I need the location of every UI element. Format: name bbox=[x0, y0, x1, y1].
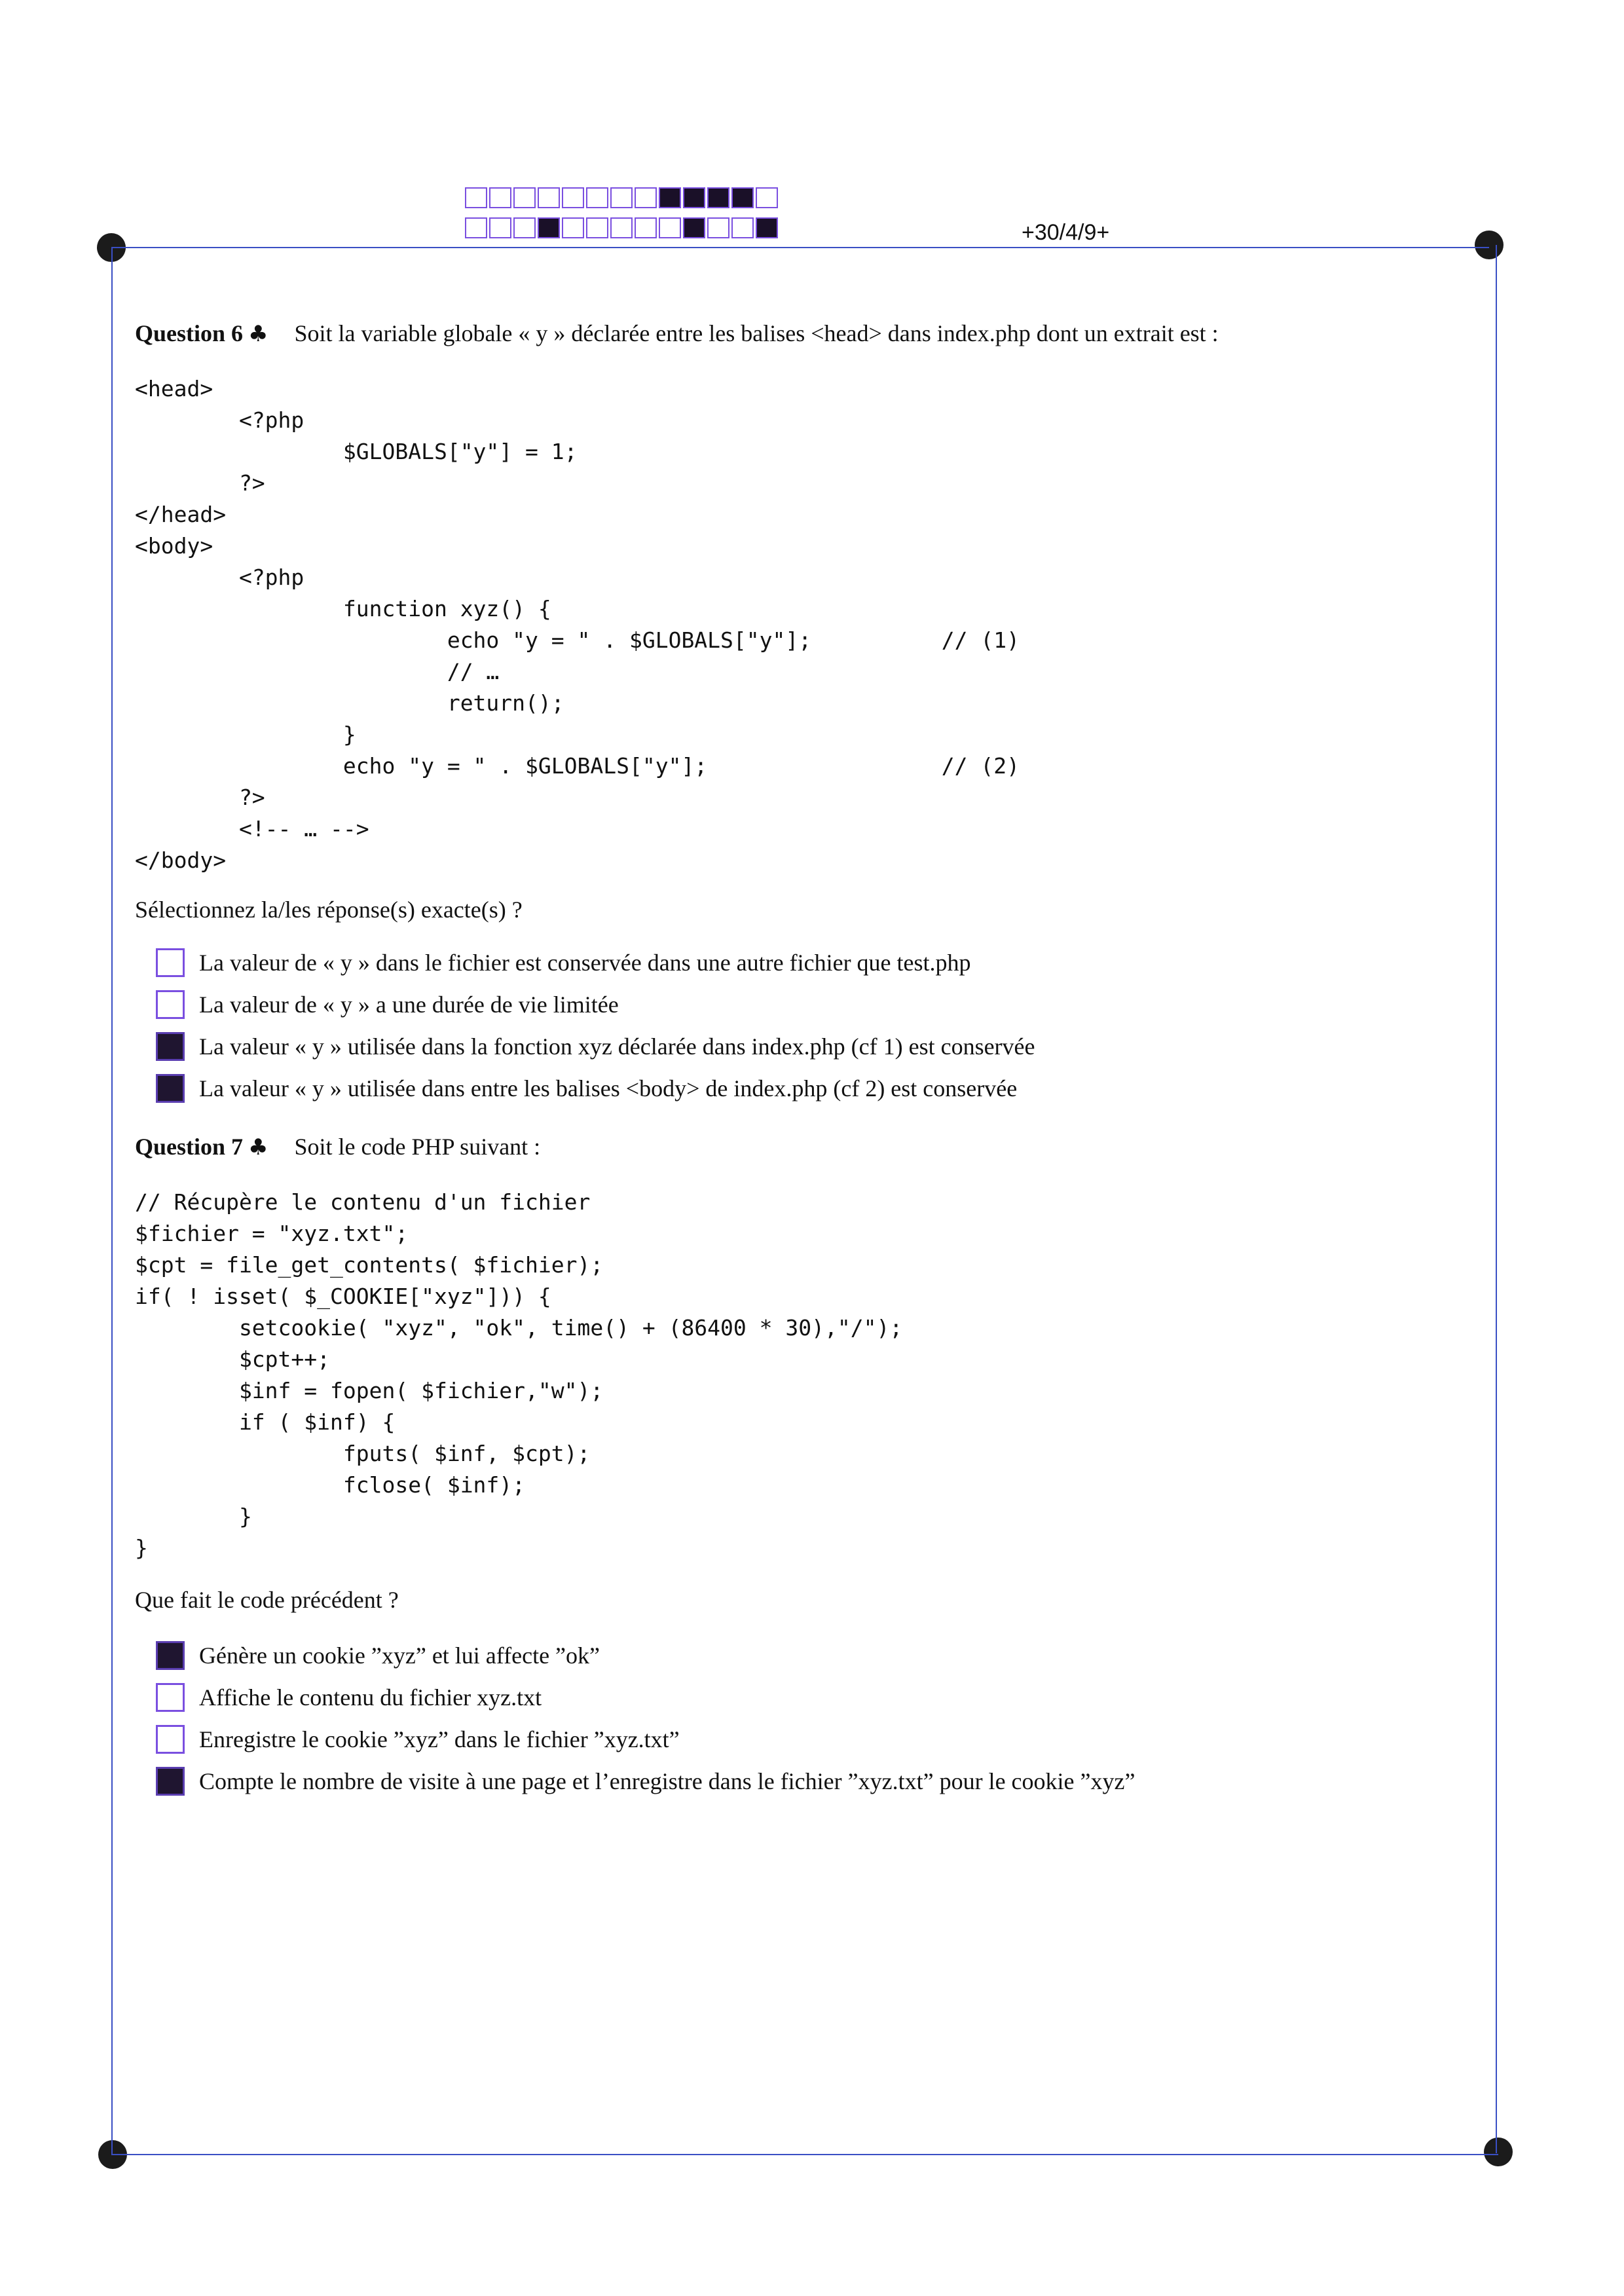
answer-option[interactable] bbox=[156, 1067, 1035, 1109]
answer-label: La valeur de « y » a une durée de vie limitée bbox=[199, 991, 619, 1018]
id-grid-cell bbox=[489, 187, 511, 208]
answer-label: Compte le nombre de visite à une page et l’enregistre dans le fichier ”xyz.txt” pour le cookie ”xyz” bbox=[199, 1768, 1135, 1794]
answer-label: La valeur « y » utilisée dans la fonction xyz déclarée dans index.php (cf 1) est conservée bbox=[199, 1033, 1035, 1060]
frame-left bbox=[111, 248, 113, 2155]
answer-option[interactable] bbox=[156, 1760, 1135, 1802]
answer-label: Affiche le contenu du fichier xyz.txt bbox=[199, 1684, 542, 1711]
corner-marker-bottom-right bbox=[1484, 2138, 1513, 2166]
code-block: <head> <?php $GLOBALS["y"] = 1; ?> </head> <body> <?php function xyz() { echo "y = " . $GLOBALS["y"]; // (1) // … return(); } echo "y = " . $GLOBALS["y"]; // (2) ?> <!-- … --> </body> bbox=[135, 376, 1020, 873]
id-grid-cell bbox=[635, 217, 657, 238]
answer-label: La valeur de « y » dans le fichier est conservée dans une autre fichier que test.php bbox=[199, 950, 971, 976]
id-grid-cell bbox=[538, 217, 560, 238]
id-grid-cell bbox=[562, 187, 584, 208]
answer-label: Enregistre le cookie ”xyz” dans le fichier ”xyz.txt” bbox=[199, 1726, 680, 1752]
answer-option[interactable] bbox=[156, 984, 1035, 1026]
id-grid-cell bbox=[562, 217, 584, 238]
id-grid-cell bbox=[465, 187, 487, 208]
id-grid-cell bbox=[731, 217, 754, 238]
id-grid-cell bbox=[610, 217, 633, 238]
answer-checkbox[interactable] bbox=[156, 1725, 185, 1754]
question-intro: Soit la variable globale « y » déclarée entre les balises <head> dans index.php dont un extrait est : bbox=[294, 320, 1219, 346]
corner-marker-top-right bbox=[1475, 231, 1504, 259]
id-grid-cell bbox=[659, 217, 681, 238]
id-grid-cell bbox=[683, 217, 705, 238]
answer-checkbox[interactable] bbox=[156, 1683, 185, 1712]
answer-list bbox=[156, 1635, 1135, 1802]
id-grid-cell bbox=[707, 187, 729, 208]
question-prompt: Sélectionnez la/les réponse(s) exacte(s) ? bbox=[135, 897, 523, 923]
id-grid-cell bbox=[586, 187, 608, 208]
id-grid-cell bbox=[659, 187, 681, 208]
id-grid-cell bbox=[610, 187, 633, 208]
answer-checkbox[interactable] bbox=[156, 1032, 185, 1061]
id-grid-cell bbox=[465, 217, 487, 238]
question-intro: Soit le code PHP suivant : bbox=[294, 1134, 541, 1160]
student-id-grid bbox=[465, 187, 780, 248]
id-grid-row bbox=[465, 217, 780, 241]
frame-top bbox=[111, 247, 1489, 248]
answer-option[interactable] bbox=[156, 942, 1035, 984]
id-grid-cell bbox=[538, 187, 560, 208]
answer-checkbox[interactable] bbox=[156, 1641, 185, 1670]
id-grid-cell bbox=[489, 217, 511, 238]
frame-bottom bbox=[111, 2154, 1498, 2155]
answer-label: Génère un cookie ”xyz” et lui affecte ”ok” bbox=[199, 1642, 600, 1669]
id-grid-cell bbox=[586, 217, 608, 238]
answer-option[interactable] bbox=[156, 1718, 1135, 1760]
page-id: +30/4/9+ bbox=[1022, 220, 1110, 245]
answer-list bbox=[156, 942, 1035, 1109]
question-6-title bbox=[135, 320, 1219, 347]
answer-option[interactable] bbox=[156, 1026, 1035, 1067]
answer-checkbox[interactable] bbox=[156, 1767, 185, 1796]
answer-checkbox[interactable] bbox=[156, 1074, 185, 1103]
question-number: Question 6 bbox=[135, 320, 244, 346]
id-grid-cell bbox=[731, 187, 754, 208]
answer-checkbox[interactable] bbox=[156, 990, 185, 1019]
answer-label: La valeur « y » utilisée dans entre les balises <body> de index.php (cf 2) est conservée bbox=[199, 1075, 1018, 1102]
id-grid-row bbox=[465, 187, 780, 211]
answer-option[interactable] bbox=[156, 1635, 1135, 1676]
answer-checkbox[interactable] bbox=[156, 948, 185, 977]
id-grid-cell bbox=[683, 187, 705, 208]
question-7-title bbox=[135, 1133, 540, 1160]
club-icon: ♣ bbox=[248, 321, 268, 347]
question-prompt: Que fait le code précédent ? bbox=[135, 1587, 399, 1613]
question-number: Question 7 bbox=[135, 1134, 244, 1160]
code-block: // Récupère le contenu d'un fichier $fichier = "xyz.txt"; $cpt = file_get_contents( $fichier); if( ! isset( $_COOKIE["xyz"])) { setcookie( "xyz", "ok", time() + (86400 * 30),"/"); $cpt++; $inf = fopen( $fichier,"w"); if ( $inf) { fputs( $inf, $cpt); fclose( $inf); } } bbox=[135, 1189, 903, 1561]
id-grid-cell bbox=[513, 187, 536, 208]
id-grid-cell bbox=[635, 187, 657, 208]
id-grid-cell bbox=[513, 217, 536, 238]
id-grid-cell bbox=[756, 217, 778, 238]
answer-option[interactable] bbox=[156, 1676, 1135, 1718]
id-grid-cell bbox=[707, 217, 729, 238]
id-grid-cell bbox=[756, 187, 778, 208]
frame-right bbox=[1496, 245, 1497, 2153]
club-icon: ♣ bbox=[248, 1134, 268, 1160]
